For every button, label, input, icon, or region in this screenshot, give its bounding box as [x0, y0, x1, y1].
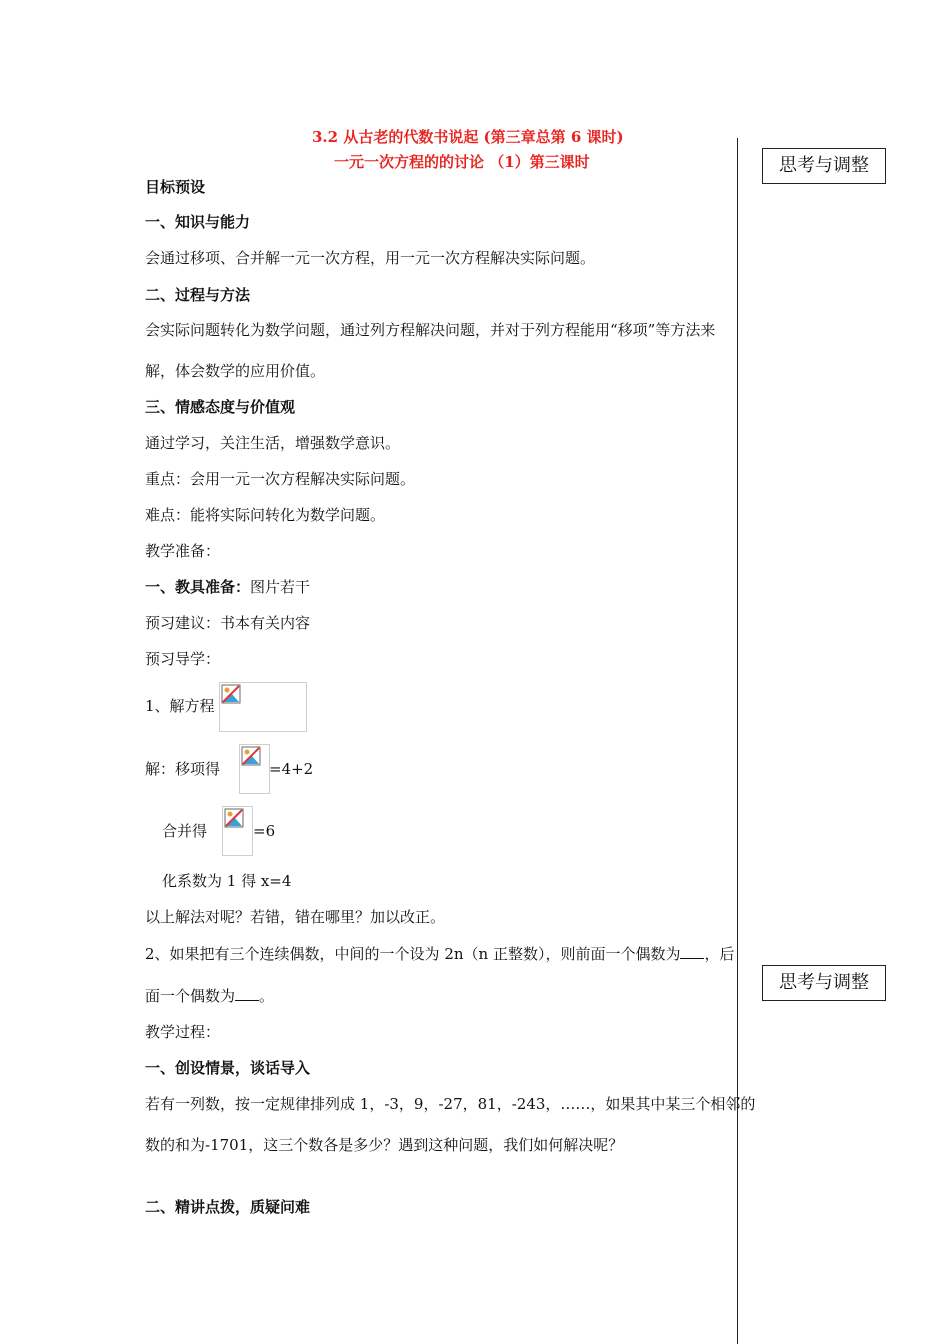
- teaching-tools-label: 一、教具准备：: [145, 578, 251, 596]
- process-part2-title: 二、精讲点拨，质疑问难: [145, 1198, 311, 1216]
- teaching-tools: [145, 577, 310, 597]
- process-heading: 教学过程：: [145, 1023, 221, 1041]
- section-attitude-text: 通过学习，关注生活，增强数学意识。: [145, 434, 401, 452]
- section-attitude-title: 三、情感态度与价值观: [145, 398, 296, 416]
- section-method-text-2: 解，体会数学的应用价值。: [145, 362, 326, 380]
- exercise2-line2: [145, 986, 274, 1006]
- difficulty: 难点：能将实际问转化为数学问题。: [145, 506, 386, 524]
- broken-image-icon: [224, 808, 244, 828]
- process-part1-text-2: 数的和为-1701，这三个数各是多少？遇到这种问题，我们如何解决呢？: [145, 1136, 624, 1154]
- teaching-tools-value: 图片若干: [250, 578, 311, 596]
- exercise2-text1-after: ，后: [704, 945, 735, 963]
- exercise1-step3: 化系数为 1 得 x=4: [162, 872, 292, 890]
- goal-heading: 目标预设: [145, 178, 206, 196]
- lesson-title: 3.2 从古老的代数书说起 (第三章总第 6 课时): [312, 128, 624, 146]
- exercise1-step1-label: 解：移项得: [145, 760, 221, 778]
- side-note-box-1: 思考与调整: [762, 148, 886, 184]
- exercise2-text2-after: 。: [259, 987, 275, 1005]
- exercise2-text1: 2、如果把有三个连续偶数，中间的一个设为 2n（n 正整数），则前面一个偶数为: [145, 945, 681, 963]
- margin-divider: [737, 138, 738, 1344]
- exercise2-line1: [145, 944, 734, 964]
- section-method-title: 二、过程与方法: [145, 286, 251, 304]
- exercise1-label: 1、解方程: [145, 697, 215, 715]
- exercise1-step2-tail: =6: [253, 822, 276, 840]
- section-knowledge-text: 会通过移项、合并解一元一次方程，用一元一次方程解决实际问题。: [145, 249, 596, 267]
- answer-blank-2[interactable]: [235, 1000, 259, 1001]
- equation-image-placeholder: [219, 682, 307, 732]
- side-note-box-2: 思考与调整: [762, 965, 886, 1001]
- lesson-subtitle: 一元一次方程的的讨论 （1）第三课时: [334, 153, 590, 171]
- broken-image-icon: [221, 684, 241, 704]
- broken-image-icon: [241, 746, 261, 766]
- step2-image-placeholder: [222, 806, 253, 856]
- exercise1-step2-label: 合并得: [162, 822, 208, 840]
- exercise1-step1-tail: =4+2: [269, 760, 314, 778]
- answer-blank-1[interactable]: [680, 958, 704, 959]
- preview-advice: 预习建议：书本有关内容: [145, 614, 311, 632]
- section-knowledge-title: 一、知识与能力: [145, 213, 251, 231]
- step1-image-placeholder: [239, 744, 270, 794]
- section-method-text-1: 会实际问题转化为数学问题，通过列方程解决问题，并对于列方程能用“移项”等方法来: [145, 321, 716, 339]
- process-part1-title: 一、创设情景，谈话导入: [145, 1059, 311, 1077]
- teaching-prep: 教学准备：: [145, 542, 221, 560]
- process-part1-text-1: 若有一列数，按一定规律排列成 1，-3，9，-27，81，-243，……，如果其中某三个相邻的: [145, 1095, 756, 1113]
- key-point: 重点：会用一元一次方程解决实际问题。: [145, 470, 416, 488]
- exercise2-text2: 面一个偶数为: [145, 987, 236, 1005]
- exercise1-question: 以上解法对呢？若错，错在哪里？加以改正。: [145, 908, 446, 926]
- preview-guide: 预习导学：: [145, 650, 221, 668]
